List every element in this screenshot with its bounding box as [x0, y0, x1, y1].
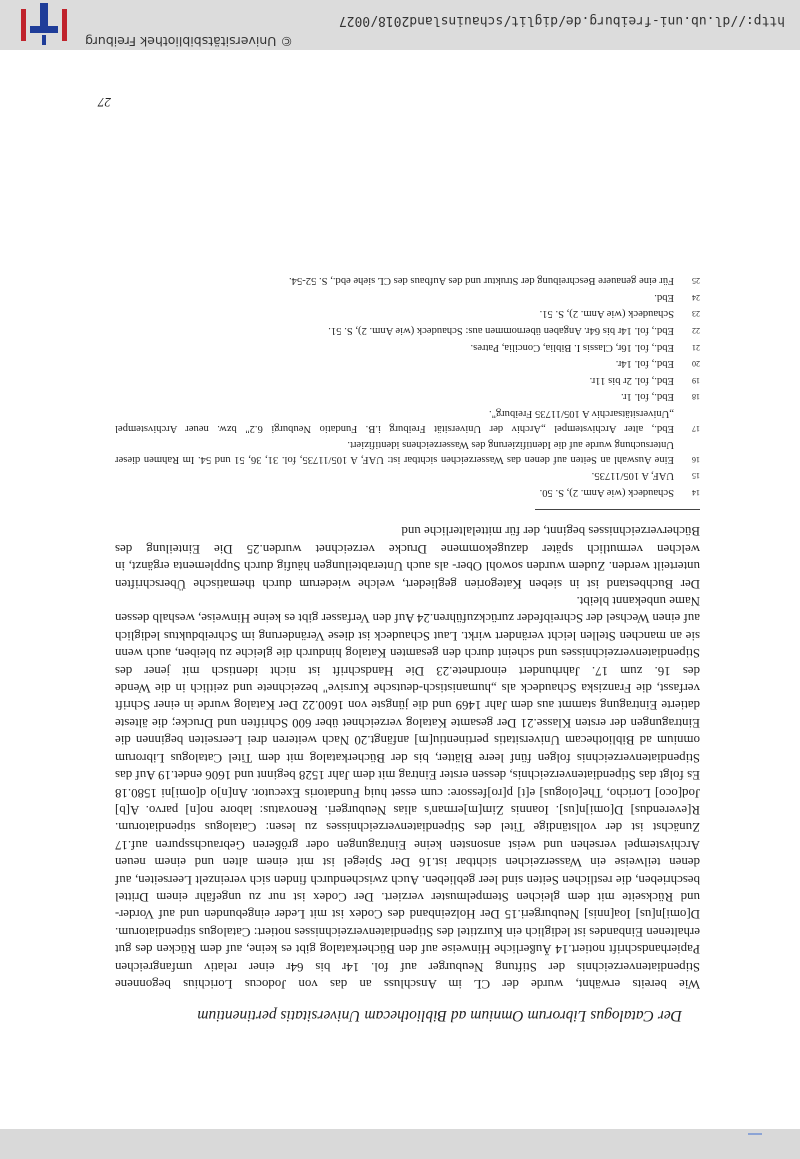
footnote: 25 Für eine genauere Beschreibung der Struktur und des Aufbaus des CL siehe ebd., S. 52-54. [288, 275, 700, 287]
viewer-top-bar [0, 1129, 800, 1159]
footnote: 22 Ebd., fol. 14r bis 64r. Angaben übernommen aus: Schaudeck (wie Anm. 2), S. 51. [328, 325, 700, 337]
footnote: 15 UAF, A 105/11735. [591, 470, 700, 482]
page-number: 27 [98, 95, 111, 110]
footnote: 17 Ebd., alter Archivstempel „Archiv der Universität Freiburg i.B. Fundatio Neuburgi 6.2" bzw. neuer Archivstempel „Universitätsarchiv A 105/11735 Freiburg". [115, 408, 700, 434]
logo-blue-top [42, 35, 46, 45]
footnote-separator [535, 509, 700, 510]
footnote: 20 Ebd., fol. 14r. [615, 358, 700, 370]
logo-red-bar-left [62, 9, 67, 41]
footnote: 18 Ebd., fol. 1r. [621, 391, 700, 403]
footnote: 24 Ebd. [654, 291, 700, 303]
footnotes [115, 273, 700, 499]
copyright-text: © Universitätsbibliothek Freiburg [85, 34, 293, 49]
footnote: 21 Ebd., fol. 16r, Classis I. Biblia, Concilia, Patres. [470, 341, 700, 353]
footnote: 16 Eine Auswahl an Seiten auf denen das Wasserzeichen sichtbar ist: UAF, A 105/11735, fol. 31, 36, 51 und 54. Im Rahmen dieser Untersuchung wurde auf die Identifizierung des Wasserzeichens identifiziert. [115, 439, 700, 465]
paragraph: Wie bereits erwähnt, wurde der CL im Anschluss an das von Jodocus Lorichius begonnene Stipendiatenverzeichnis der Stiftung Neuburger auf fol. 14r bis 64r einer relativ umfangreichen Papierhandschrift notiert.14 Äußerliche Hinweise auf den Bücherkatalog gibt es keine, auf dem Rücken des gut erhaltenen Einbandes ist lediglich ein Kurztitel des Stipendiatenverzeichnisses notiert: Catalogus stipendiatorum. D[omi]n[us] Ioa[nnis] Neuburgeri.15 Der Holzeinband des Codex ist mit Leder eingebunden und auf Vorder- und Rückseite mit dem gleichen Stempelmuster verziert. Der Codex ist nur zu ungefähr einem Drittel beschrieben, die restlichen Seiten sind leer geblieben. Auch zwischendurch finden sich vereinzelt Leerseiten, auf denen teilweise ein Wasserzeichen sichtbar ist.16 Der Spiegel ist mit einem alten und einem neuen Archivstempel versehen und weist ansonsten keine Eintragungen oder größeren Gebrauchsspuren auf.17 Zunächst ist der vollständige Titel des Stipendiatenverzeichnisses zu lesen: Catalogus stipendiatorum. R[everendus] D[omi]n[us]. Ioannis Zim[m]erman's alias Neuburgeri. Renovatus: labore no[n] parvo. A[b] Jod[oco] Loricho, The[ologus] e[t] p[ro]fessore: cum esset huiq Fundatoris Executor. An[n]o d[omi]ni 1580.18 Es folgt das Stipendiatenverzeichnis, dessen erster Eintrag mit dem Jahr 1528 beginnt und 1606 endet.19 Auf das Stipendiatenverzeichnis folgen fünf leere Blätter, bis der Bücherkatalog mit dem Titel Catalogus Librorum omnium ad Bibliothecam Universitatis pertinentiu[m] anfängt.20 Nach weiteren drei Leerseiten beginnen die Eintragungen der ersten Klasse.21 Der gesamte Katalog verzeichnet über 600 Schriften und Drucke; die älteste datierte Eintragung stammt aus dem Jahr 1469 und die jüngste von 1600.22 Der Katalog wurde in einer Schrift verfasst, die Franziska Schaudeck als „humanistisch-deutsche Kursive" bezeichnete und zeitlich in die Wende des 16. zum 17. Jahrhundert einordnete.23 Die Handschrift ist nicht identisch mit jener des Stipendiatenverzeichnisses und scheint durch den gesamten Katalog hindurch die gleiche zu bleiben, auch wenn sie an manchen Stellen leicht verändert wirkt. Laut Schaudeck ist diese Veränderung im Schreibduktus lediglich auf einen Wechsel der Schreibfeder zurückzuführen.24 Auf den Verfasser gibt es keine Hinweise, weshalb dessen Name unbekannt bleibt. [115, 594, 700, 991]
footnote: 19 Ebd., fol. 2r bis 11r. [589, 374, 700, 386]
logo-red-bar-right [21, 9, 26, 41]
body-text [115, 522, 700, 992]
university-library-logo-icon [18, 3, 70, 47]
source-url-link[interactable]: http://dl.ub.uni-freiburg.de/diglit/schauinsland2018/0027 [338, 13, 785, 28]
footnote: 14 Schaudeck (wie Anm. 2), S. 50. [539, 487, 700, 499]
scroll-indicator[interactable] [748, 1133, 762, 1135]
section-title: Der Catalogus Librorum Omnium ad Bibliothecam Universitatis pertinentium [197, 1007, 682, 1024]
logo-blue-crossbar [30, 26, 58, 33]
footer-bar [0, 0, 800, 50]
paragraph: Der Buchbestand ist in sieben Kategorien gegliedert, welche wiederum durch thematische Überschriften unterteilt werden. Zudem wurden sowohl Ober- als auch Unterabteilungen häufig durch Supplementa ergänzt, in welchen vermutlich später dazugekommene Drucke verzeichnet wurden.25 Die Einteilung des Bücherverzeichnisses beginnt, der für mittelalterliche und [115, 524, 700, 591]
footnote: 23 Schaudeck (wie Anm. 2), S. 51. [539, 308, 700, 320]
page-content [115, 271, 700, 1024]
